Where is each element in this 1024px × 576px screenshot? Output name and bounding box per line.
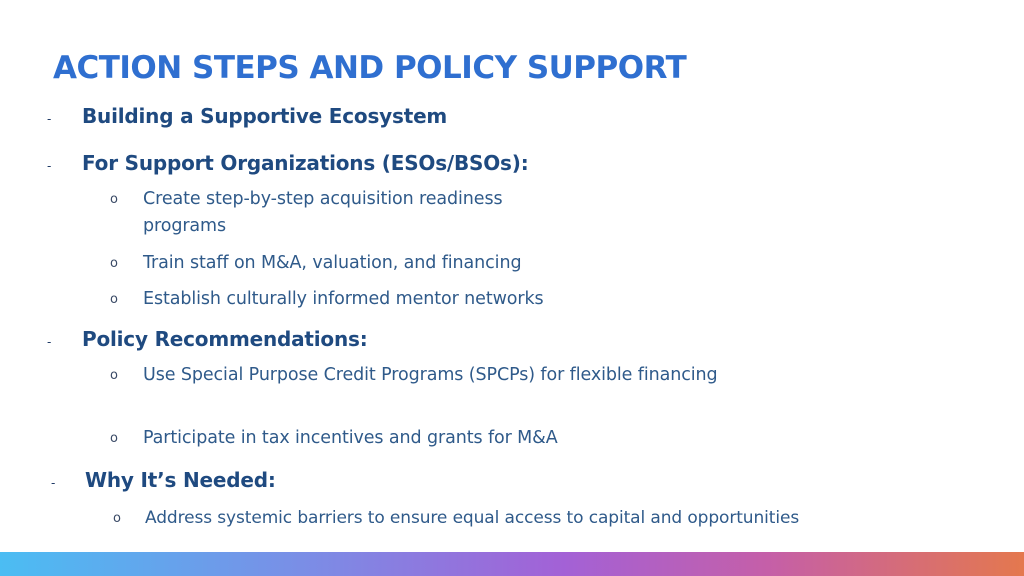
dash-bullet: - (47, 112, 52, 126)
list-item: Address systemic barriers to ensure equal access to capital and opportunities (145, 508, 800, 528)
section-heading-why-needed: Why It’s Needed: (85, 468, 276, 492)
sub-bullet: o (110, 368, 118, 383)
dash-bullet: - (47, 335, 52, 349)
sub-bullet: o (110, 256, 118, 271)
dash-bullet: - (47, 159, 52, 173)
list-item: Train staff on M&A, valuation, and financing (143, 253, 522, 273)
dash-bullet: - (51, 476, 56, 490)
list-item: Use Special Purpose Credit Programs (SPCPs) for flexible financing (143, 365, 718, 385)
list-item: Participate in tax incentives and grants for M&A (143, 428, 558, 448)
sub-bullet: o (110, 431, 118, 446)
sub-bullet: o (110, 192, 118, 207)
section-heading-policy: Policy Recommendations: (82, 327, 368, 351)
footer-gradient-bar (0, 552, 1024, 576)
section-heading-ecosystem: Building a Supportive Ecosystem (82, 104, 448, 128)
list-item: Establish culturally informed mentor networks (143, 289, 544, 309)
sub-bullet: o (113, 511, 121, 526)
section-heading-support-orgs: For Support Organizations (ESOs/BSOs): (82, 151, 529, 175)
list-item: Create step-by-step acquisition readiness programs (143, 189, 503, 236)
slide-title: ACTION STEPS AND POLICY SUPPORT (53, 50, 687, 86)
sub-bullet: o (110, 292, 118, 307)
